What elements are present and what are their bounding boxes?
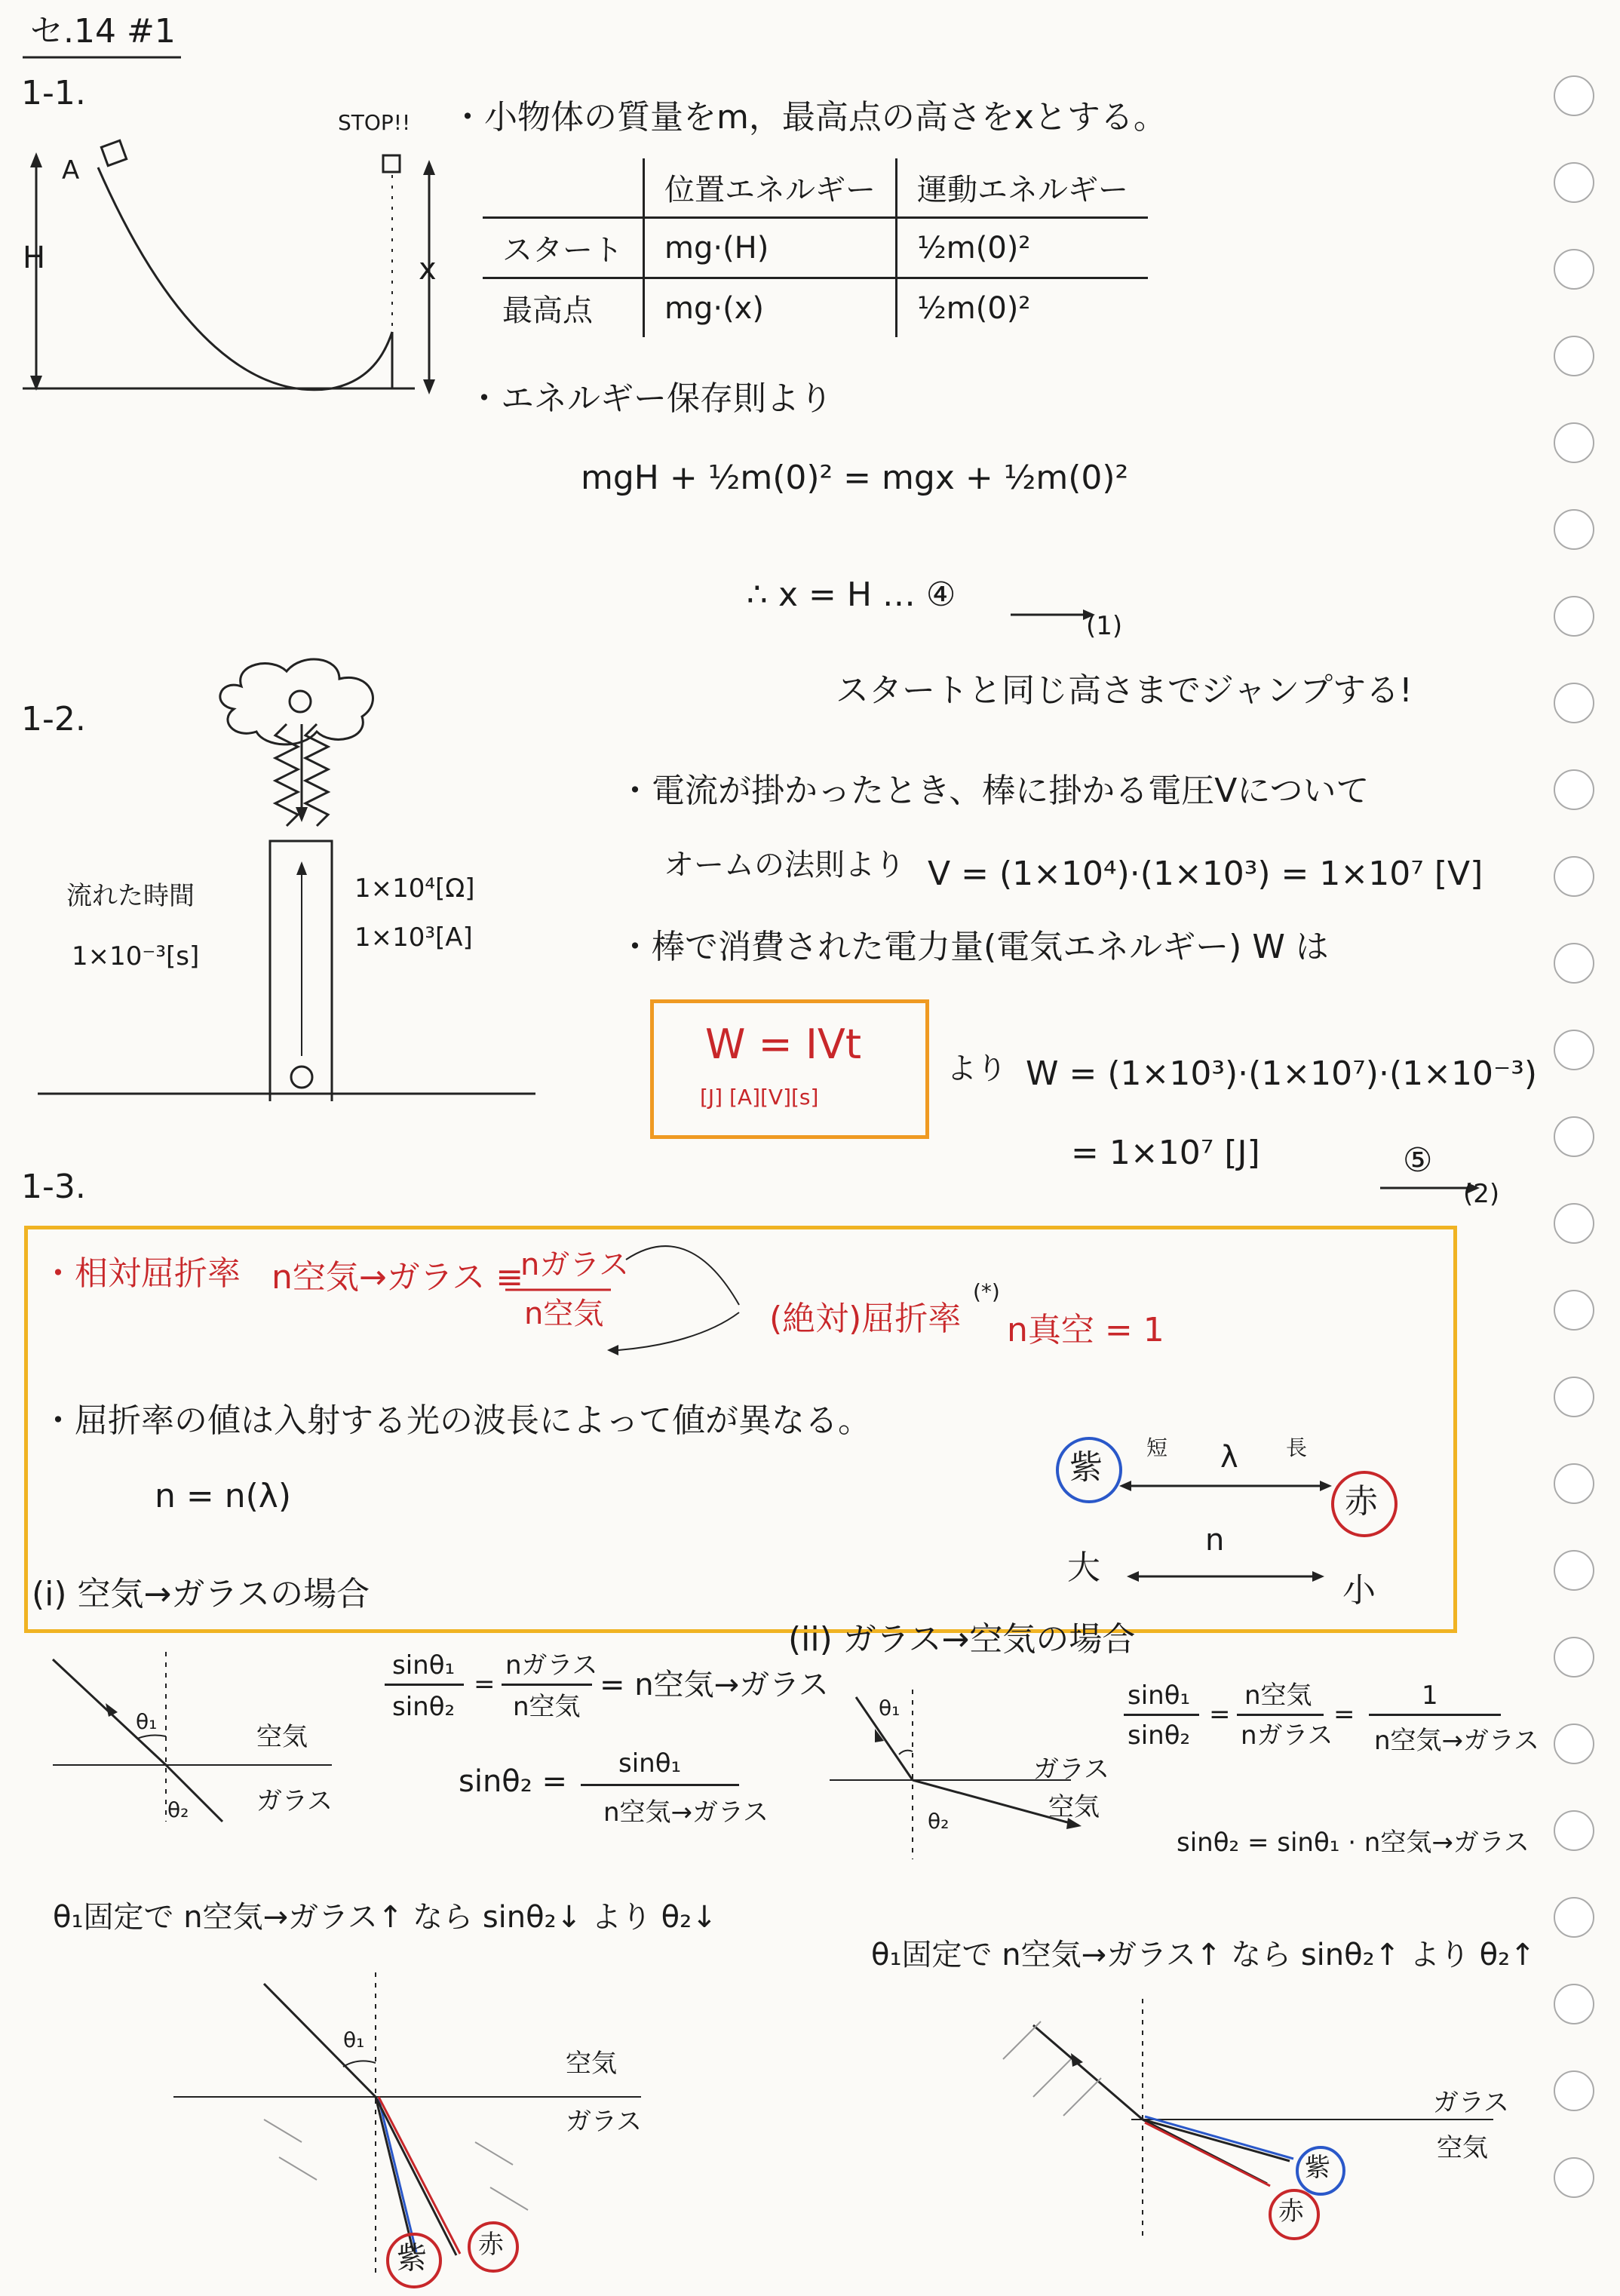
wavelength-point: ・屈折率の値は入射する光の波長によって値が異なる。 [41, 1401, 871, 1440]
case1-glass: ガラス [256, 1786, 333, 1816]
case2-eq-bar-2 [1237, 1714, 1324, 1716]
ohm-equation: V = (1×10⁴)·(1×10³) = 1×10⁷ [V] [928, 855, 1483, 893]
case1-sin2-den: n空気→ガラス [603, 1797, 769, 1828]
lambda-label: λ [1220, 1440, 1238, 1475]
absolute-index-mark: (*) [973, 1279, 1000, 1304]
time-label: 流れた時間 [66, 881, 195, 911]
ohm-label: オームの法則より [664, 848, 905, 882]
case2-theta1: θ₁ [879, 1696, 901, 1720]
relative-index-title: ・相対屈折率 [41, 1254, 241, 1293]
stop-label: STOP!! [338, 110, 411, 135]
energy-table [483, 158, 1148, 337]
table-cell: ½m(0)² [897, 218, 1149, 278]
case2-sin2: sinθ₂ = sinθ₁ · n空気→ガラス [1177, 1828, 1529, 1858]
case2-dispersion-glass: ガラス [1433, 2088, 1509, 2118]
table-cell: ½m(0)² [897, 278, 1149, 338]
case1-eq-bar-1 [385, 1684, 464, 1686]
case2-violet: 紫 [1305, 2153, 1330, 2183]
case1-sin2-num: sinθ₁ [618, 1748, 682, 1779]
large-label: 大 [1067, 1549, 1100, 1587]
current-value: 1×10³[A] [354, 922, 473, 953]
case2-eq-mid-num: n空気 [1244, 1681, 1312, 1711]
case2-glass: ガラス [1033, 1754, 1109, 1785]
case2-title: (ii) ガラス→空気の場合 [788, 1620, 1136, 1659]
table-cell: mg·(x) [644, 278, 897, 338]
n-label: n [1205, 1523, 1225, 1558]
problem-1-2-label: 1-2. [21, 700, 86, 738]
case1-theta1: θ₁ [136, 1709, 158, 1734]
case1-eq-lhs-den: sinθ₂ [392, 1692, 456, 1722]
case2-eq-bar-3 [1369, 1714, 1501, 1716]
curved-arrows [513, 1222, 762, 1365]
energy-calc-1: W = (1×10³)·(1×10⁷)·(1×10⁻³) [1026, 1054, 1538, 1093]
case1-red: 赤 [478, 2230, 504, 2260]
formula-units: [J] [A][V][s] [700, 1085, 819, 1110]
problem-1-3-label: 1-3. [21, 1168, 86, 1206]
result-x-equals-h: ∴ x = H … ④ [747, 576, 956, 614]
case1-theta2: θ₂ [167, 1797, 189, 1822]
case2-eq-eq-2: = [1333, 1699, 1355, 1730]
yori-label: より [947, 1051, 1007, 1086]
case1-violet: 紫 [397, 2241, 427, 2276]
violet-label: 紫 [1069, 1448, 1103, 1487]
case1-title: (i) 空気→ガラスの場合 [32, 1575, 370, 1613]
case1-dispersion-glass: ガラス [566, 2107, 642, 2137]
case1-dispersion-air: 空気 [566, 2049, 617, 2079]
height-x-label: x [419, 252, 437, 287]
energy-table-header: 位置エネルギー [644, 158, 897, 218]
table-cell: mg·(H) [644, 218, 897, 278]
fraction-numerator: nガラス [520, 1248, 630, 1282]
case2-air: 空気 [1048, 1792, 1100, 1822]
small-label: 小 [1342, 1571, 1376, 1610]
case2-eq-eq-1: = [1209, 1699, 1231, 1730]
case1-eq-mid-num: nガラス [505, 1650, 598, 1681]
case2-conclusion: θ₁固定で n空気→ガラス↑ なら sinθ₂↑ より θ₂↑ [871, 1938, 1536, 1972]
energy-table-header [483, 158, 644, 218]
short-label: 短 [1146, 1435, 1168, 1460]
case1-conclusion: θ₁固定で n空気→ガラス↑ なら sinθ₂↓ より θ₂↓ [53, 1900, 717, 1935]
case2-eq-rhs-den: n空気→ガラス [1374, 1726, 1540, 1756]
red-label: 赤 [1345, 1482, 1378, 1521]
header-underline [23, 51, 189, 66]
point-energy: ・棒で消費された電力量(電気エネルギー) W は [618, 928, 1329, 966]
case2-eq-lhs-den: sinθ₂ [1128, 1720, 1191, 1751]
case2-theta2: θ₂ [928, 1809, 950, 1834]
case2-dispersion-diagram [958, 1991, 1501, 2248]
answer-ref-2: (2) [1463, 1179, 1500, 1209]
case1-dispersion-theta1: θ₁ [343, 2027, 365, 2052]
case2-dispersion-air: 空気 [1437, 2133, 1488, 2163]
problem-1-1-label: 1-1. [21, 74, 86, 112]
index-arrow [1124, 1565, 1327, 1588]
table-row-label: スタート [483, 218, 644, 278]
case1-sin2-lhs: sinθ₂ = [459, 1764, 568, 1799]
point-voltage: ・電流が掛かったとき、棒に掛かる電圧Vについて [618, 772, 1370, 810]
energy-table-header: 運動エネルギー [897, 158, 1149, 218]
conservation-equation: mgH + ½m(0)² = mgx + ½m(0)² [581, 459, 1129, 497]
absolute-index-label: (絶対)屈折率 [769, 1300, 962, 1338]
case2-red: 赤 [1278, 2196, 1304, 2227]
jump-note: スタートと同じ高さまでジャンプする! [836, 671, 1413, 710]
answer-5: ⑤ [1403, 1141, 1433, 1180]
case1-eq-rhs: = n空気→ガラス [600, 1668, 829, 1702]
absolute-index-formula: n真空 = 1 [1007, 1311, 1164, 1349]
time-value: 1×10⁻³[s] [72, 941, 200, 972]
point-a-label: A [62, 155, 80, 186]
problem-1-1-intro: ・小物体の質量をm，最高点の高さをxとする。 [451, 98, 1167, 137]
energy-calc-2: = 1×10⁷ [J] [1071, 1134, 1260, 1172]
case1-eq-eq: = [474, 1669, 496, 1699]
case1-air: 空気 [256, 1722, 308, 1752]
case1-eq-mid-den: n空気 [513, 1692, 581, 1722]
case2-eq-bar-1 [1124, 1714, 1199, 1716]
case2-eq-rhs-num: 1 [1422, 1681, 1438, 1711]
long-label: 長 [1286, 1435, 1308, 1460]
answer-ref-1: (1) [1086, 611, 1123, 641]
wavelength-arrow [1116, 1475, 1335, 1497]
resistance-value: 1×10⁴[Ω] [354, 873, 475, 904]
case1-sin2-bar [581, 1784, 739, 1786]
case1-eq-bar-2 [502, 1684, 592, 1686]
height-h-label: H [23, 241, 46, 275]
case1-eq-lhs-num: sinθ₁ [392, 1650, 456, 1681]
table-row-label: 最高点 [483, 278, 644, 338]
n-of-lambda: n = n(λ) [155, 1477, 291, 1515]
fraction-denominator: n空気 [524, 1297, 604, 1331]
formula-wivt: W = IVt [705, 1021, 862, 1068]
case2-eq-lhs-num: sinθ₁ [1128, 1681, 1191, 1711]
relative-index-formula: n空気→ガラス ≡ [272, 1258, 524, 1297]
conservation-label: ・エネルギー保存則より [468, 379, 833, 418]
case2-eq-mid-den: nガラス [1241, 1720, 1333, 1751]
header-date: セ.14 #1 [30, 12, 176, 51]
